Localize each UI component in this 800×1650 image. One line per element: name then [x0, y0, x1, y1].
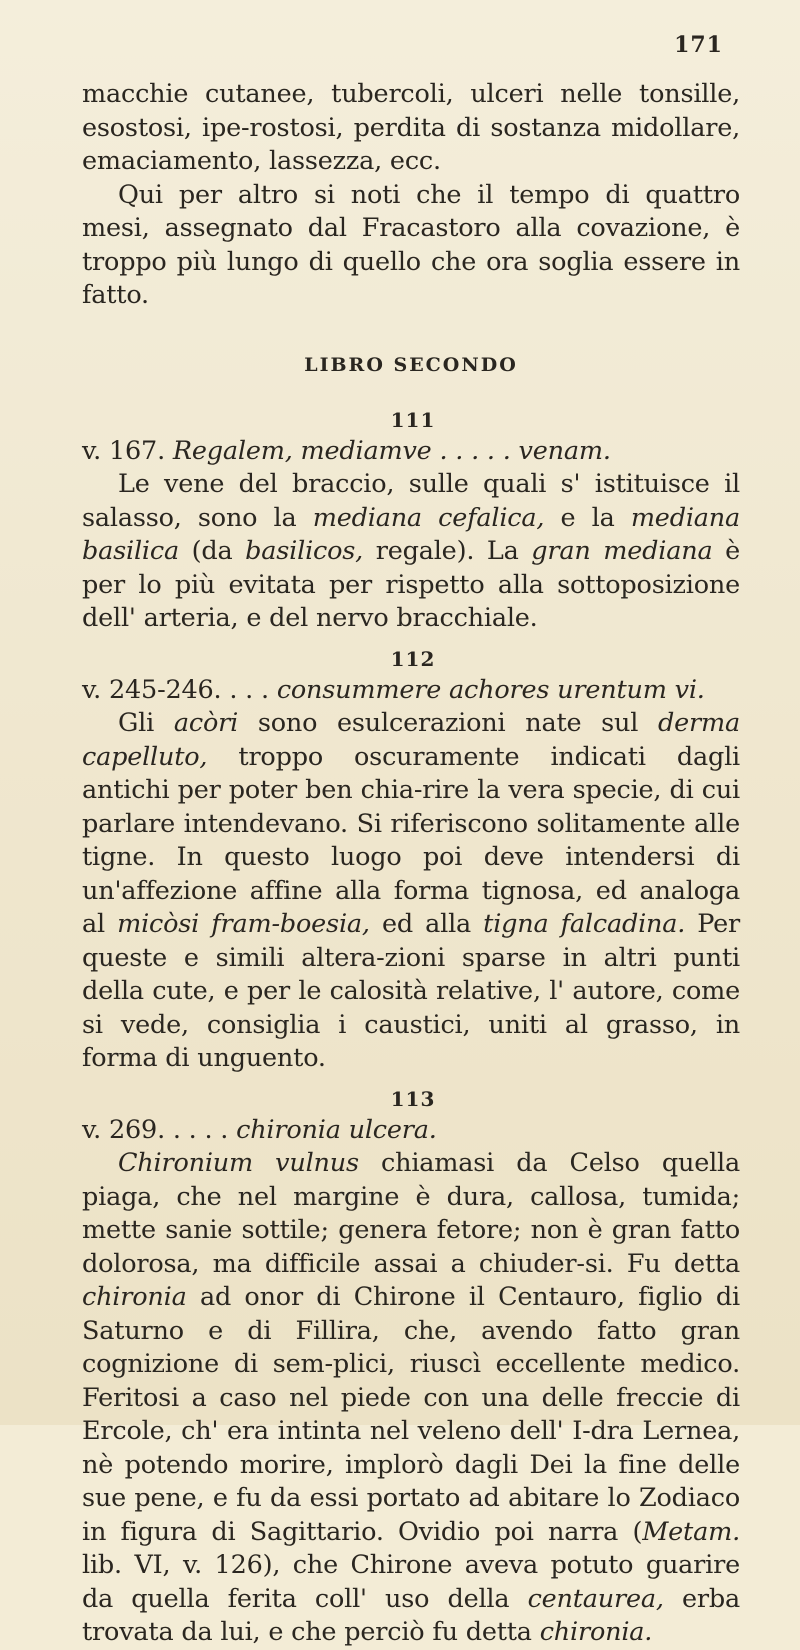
- note-body: [82, 1147, 740, 1650]
- verse-text: Regalem, mediamve . . . . . venam.: [172, 435, 611, 466]
- note-emphasis: micòsi fram-boesia,: [117, 909, 370, 939]
- note-body: [82, 707, 740, 1076]
- verse-ref: v. 269. . . . .: [82, 1114, 229, 1145]
- note-text: erba trovata da lui, e che perciò fu detta: [82, 1583, 741, 1647]
- note-text: Per queste e simili altera-zioni sparse in altri punti della cute, e per le calosità relative, l' autore, come si vede, consiglia i caustici, uniti al grasso, in forma di unguento.: [82, 909, 740, 1073]
- note-text: chiamasi da Celso quella piaga, che nel margine è dura, callosa, tumida; mette sanie sottile; genera fetore; non è gran fatto dolorosa, ma difficile assai a chiuder-si. Fu detta: [82, 1148, 740, 1279]
- note-emphasis: centaurea,: [527, 1583, 664, 1614]
- note-emphasis: Metam.: [642, 1516, 740, 1547]
- note-emphasis: chironia: [82, 1282, 187, 1312]
- note-text: Gli: [118, 708, 155, 738]
- note-text: ed alla: [381, 909, 472, 939]
- verse-citation: [82, 674, 740, 708]
- note-emphasis: mediana basilica: [82, 502, 741, 566]
- note-number: 113: [390, 1086, 436, 1111]
- page-number: 171: [674, 32, 723, 58]
- verse-citation: [82, 1114, 740, 1148]
- note-text: regale). La: [375, 536, 519, 566]
- note-emphasis: gran mediana: [531, 536, 713, 566]
- note-emphasis: chironia.: [539, 1617, 653, 1647]
- note-emphasis: basilicos,: [245, 536, 364, 566]
- note-emphasis: Chironium vulnus: [118, 1148, 359, 1178]
- verse-text: consummere achores urentum vi.: [276, 674, 705, 705]
- intro-paragraph-2: Qui per altro si noti che il tempo di quattro mesi, assegnato dal Fracastoro alla covazione, è troppo più lungo di quello che ora soglia essere in fatto.: [82, 179, 740, 310]
- note-emphasis: acòri: [173, 708, 239, 738]
- note-text: Le vene del braccio, sulle quali s' istituisce il salasso, sono la: [82, 469, 740, 533]
- intro-paragraph: macchie cutanee, tubercoli, ulceri nelle tonsille, esostosi, ipe-rostosi, perdita di sostanza midollare, emaciamento, lassezza, ecc.: [82, 79, 740, 176]
- verse-text: chironia ulcera.: [236, 1114, 437, 1145]
- section-title: LIBRO SECONDO: [304, 353, 518, 376]
- note-emphasis: derma capelluto,: [82, 708, 741, 772]
- note-emphasis: mediana cefalica,: [312, 502, 545, 533]
- note-text: ad onor di Chirone il Centauro, figlio di Saturno e di Fillira, che, avendo fatto gran cognizione di sem-plici, riuscì eccellente medico. Feritosi a caso nel piede con una delle freccie di Ercole, ch' era intinta nel veleno dell' I-dra Lernea, nè potendo morire, implorò dagli Dei la fine delle sue pene, e fu da essi portato ad abitare lo Zodiaco in figura di Sagittario. Ovidio poi narra (: [82, 1282, 740, 1547]
- note-text: (da: [191, 536, 233, 566]
- note-text: è per lo più evitata per rispetto alla sottoposizione dell' arteria, e del nervo bracchiale.: [82, 536, 741, 633]
- verse-ref: v. 167.: [82, 435, 165, 466]
- note-text: lib. VI, v. 126), che Chirone aveva potuto guarire da quella ferita coll' uso della: [82, 1550, 740, 1614]
- note-text: troppo oscuramente indicati dagli antichi per poter ben chia-rire la vera specie, di cui parlare intendevano. Si riferiscono solitamente alle tigne. In questo luogo poi deve intendersi di un'affezione affine alla forma tignosa, ed analoga al: [82, 741, 740, 939]
- verse-ref: v. 245-246. . . .: [82, 674, 269, 705]
- note-emphasis: tigna falcadina.: [483, 909, 686, 939]
- verse-citation: [82, 435, 740, 469]
- note-number: 112: [390, 646, 436, 671]
- note-text: sono esulcerazioni nate sul: [257, 708, 639, 738]
- note-body: [82, 468, 740, 636]
- note-text: e la: [560, 502, 615, 533]
- note-number: 111: [390, 407, 436, 432]
